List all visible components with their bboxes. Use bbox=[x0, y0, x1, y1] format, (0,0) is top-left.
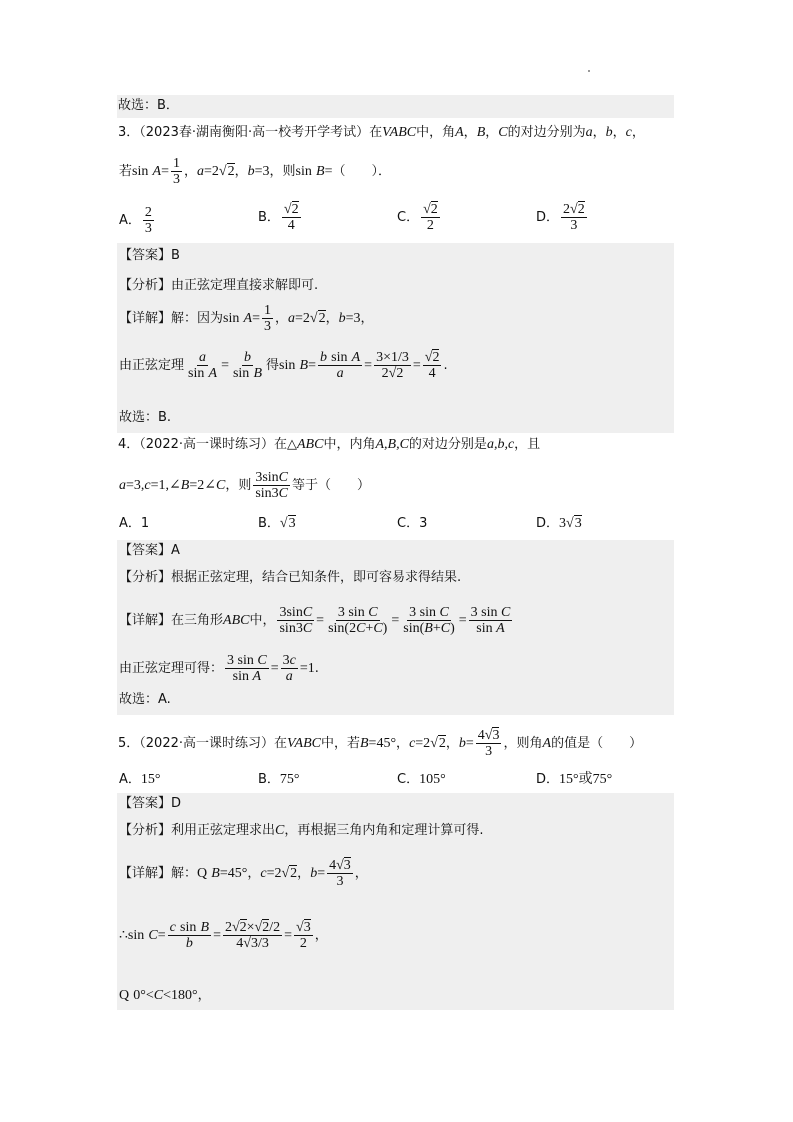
q4-detail-line-1: 【详解】在三角形ABC中， $\frac{3\sin C}{\sin 3C}$ = $\frac{\text{3 sin C}}{\sin(2C+C)}$ = $\frac{\text{3 sin C}}{\sin(B+C)}$ = $\frac{\text{3 sin C}}{\text{sin A}}$ bbox=[119, 605, 511, 636]
q5-detail-line-2: ∴sin C= $\frac{\text{c sin B}}{b}$ = $\frac{2√2\times√2/2}{4√3/3}$ = $\frac{√3}{2}$ ， bbox=[119, 920, 328, 951]
q5-option-c: C．105° bbox=[397, 772, 446, 787]
q5-option-a: A．15° bbox=[119, 772, 161, 787]
q3-detail-line-2: 由正弦定理 $\frac{a}{\text{sin A}}$ = $\frac{b}{\text{sin B}}$ 得sin B= $\frac{\text{b sin A}}{a}$ = $\frac{3\times 1/3}{2√2}$ = $\frac{√2}{4}$ . bbox=[119, 350, 448, 381]
page-mark bbox=[588, 70, 590, 72]
q3-option-c: C． $\frac{√2}{2}$ bbox=[397, 202, 438, 233]
q4-answer: 【答案】A bbox=[119, 543, 180, 558]
q4-detail-line-2: 由正弦定理可得： $\frac{\text{3 sin C}}{\text{sin A}}$ = $\frac{3c}{a}$ =1. bbox=[119, 653, 319, 684]
q5-option-d: D．15°或75° bbox=[536, 772, 613, 787]
q3-answer: 【答案】B bbox=[119, 248, 180, 263]
q3-analysis: 【分析】由正弦定理直接求解即可. bbox=[119, 278, 319, 293]
q3-option-b: B． $\frac{√2}{4}$ bbox=[258, 202, 299, 233]
answer-block-prev bbox=[117, 95, 674, 118]
q4-option-d: D．3√3 bbox=[536, 516, 582, 531]
q5-analysis: 【分析】利用正弦定理求出C，再根据三角内角和定理计算可得. bbox=[119, 823, 484, 838]
q4-option-c: C．3 bbox=[397, 516, 428, 531]
q5-stem: 5．（2022·高一课时练习）在VABC中，若B=45°，c=2√2，b= $\frac{4√3}{3}$ ，则角A的值是（ ） bbox=[118, 728, 643, 759]
q3-option-a: A． $\frac{2}{3}$ bbox=[119, 205, 152, 236]
q3-conclusion: 故选：B. bbox=[119, 410, 172, 425]
q4-conclusion: 故选：A. bbox=[119, 692, 171, 707]
q5-detail-line-1: 【详解】解：Q B=45°，c=2√2，b= $\frac{4√3}{3}$ ， bbox=[119, 858, 368, 889]
q4-option-b: B．√3 bbox=[258, 516, 296, 531]
q3-stem-line-1: 3．（2023春·湖南衡阳·高一校考开学考试）在VABC中，角A，B，C的对边分别为a，b，c， bbox=[118, 125, 645, 140]
q3-detail-line-1: 【详解】解：因为sin A= $\frac{1}{3}$ ，a=2√2，b=3， bbox=[119, 303, 374, 334]
q5-answer: 【答案】D bbox=[119, 796, 182, 811]
prev-conclusion: 故选：B． bbox=[118, 98, 179, 113]
q4-stem-line-2: a=3,c=1,∠B=2∠C，则 $\frac{3\sin C}{\sin 3C}$ 等于（ ） bbox=[119, 470, 371, 501]
answer-block-q3 bbox=[117, 243, 674, 433]
q4-stem-line-1: 4．（2022·高一课时练习）在△ABC中，内角A,B,C的对边分别是a,b,c，且 bbox=[118, 437, 541, 452]
q4-option-a: A．1 bbox=[119, 516, 150, 531]
q5-option-b: B．75° bbox=[258, 772, 300, 787]
q5-detail-line-3: Q 0°<C<180°， bbox=[119, 988, 211, 1003]
q3-stem-line-2: 若sin A= $\frac{1}{3}$ ，a=2√2，b=3，则sin B=（ ）． bbox=[119, 156, 391, 187]
q4-analysis: 【分析】根据正弦定理，结合已知条件，即可容易求得结果. bbox=[119, 570, 462, 585]
q3-option-d: D． $\frac{2√2}{3}$ bbox=[536, 202, 585, 233]
